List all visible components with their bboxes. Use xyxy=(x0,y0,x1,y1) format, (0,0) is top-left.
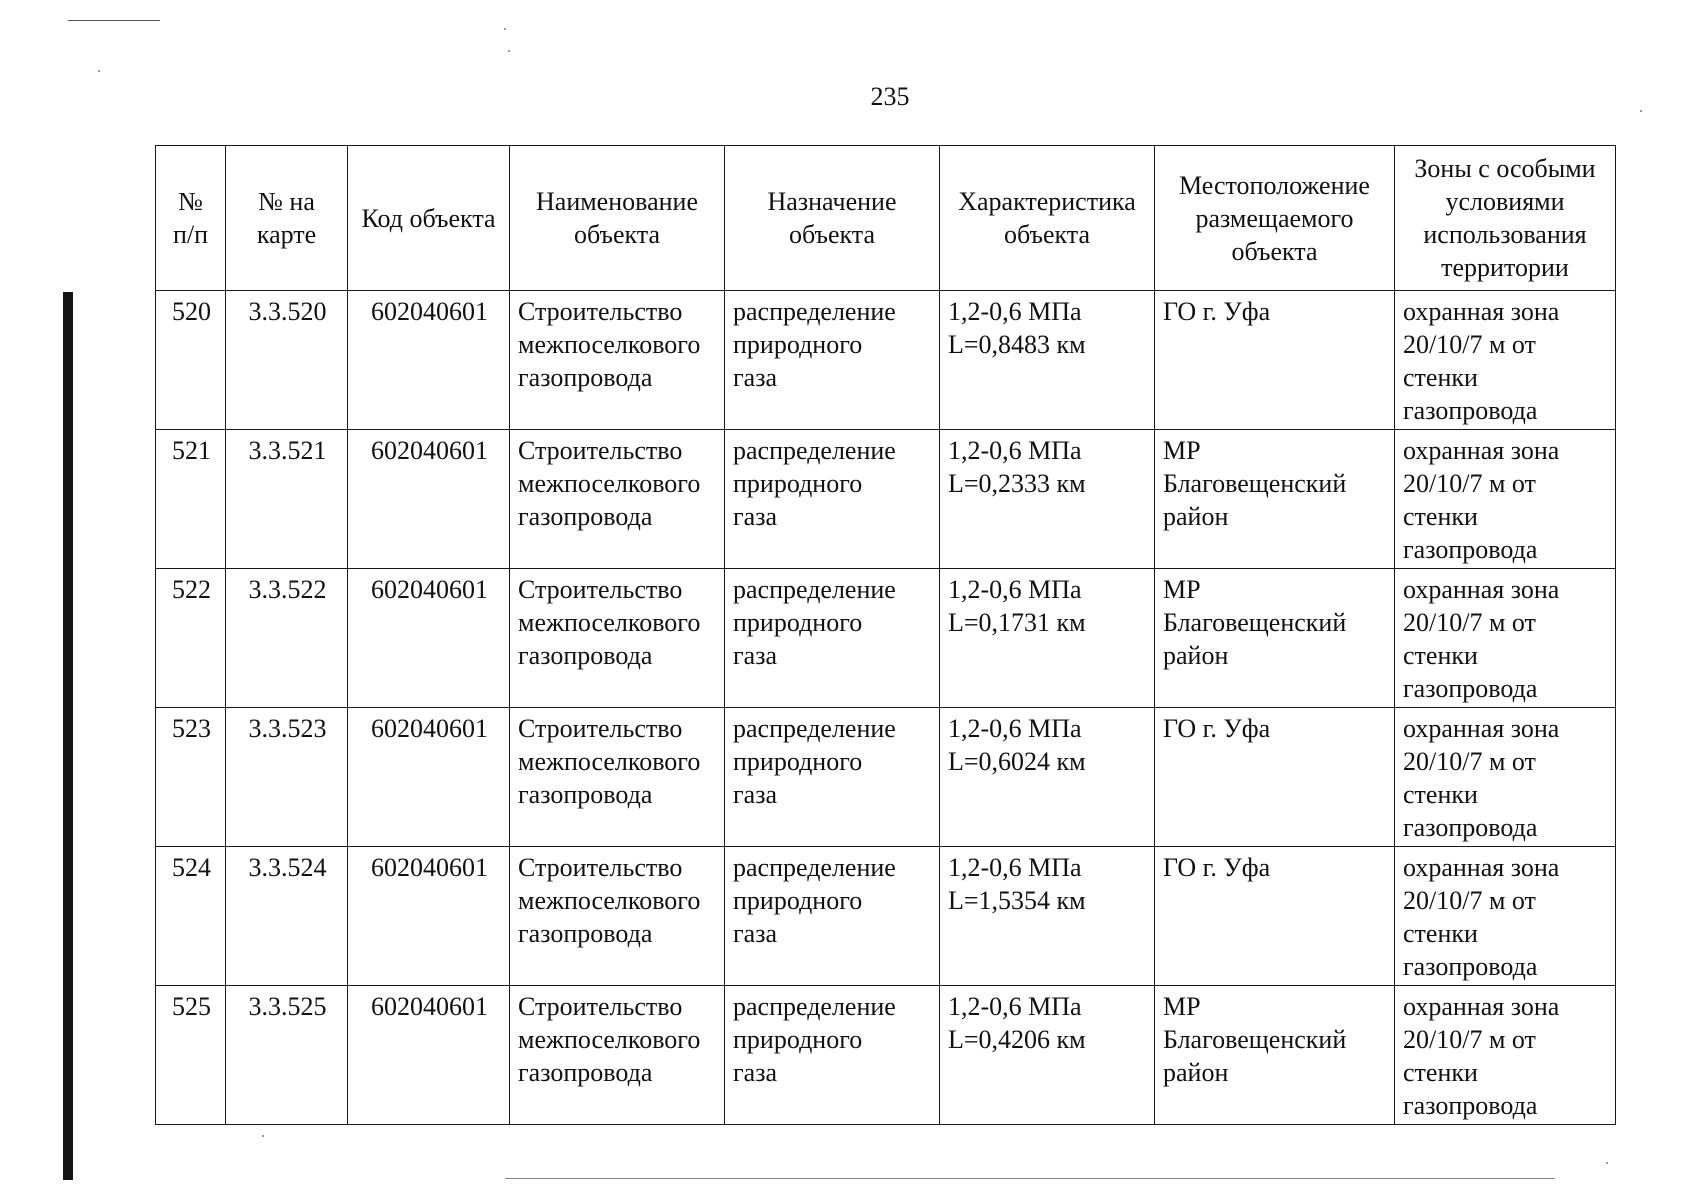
page-number: 235 xyxy=(870,82,910,111)
cell-object-characteristic: 1,2-0,6 МПа L=0,2333 км xyxy=(940,430,1155,569)
header-special-zones: Зоны с особыми условиями использования территории xyxy=(1395,146,1616,291)
cell-object-purpose: распределение природного газа xyxy=(725,291,940,430)
cell-object-code: 602040601 xyxy=(348,986,510,1125)
cell-special-zone: охранная зона 20/10/7 м от стенки газопровода xyxy=(1395,291,1616,430)
cell-object-code: 602040601 xyxy=(348,847,510,986)
cell-object-purpose: распределение природного газа xyxy=(725,986,940,1125)
cell-map-number: 3.3.522 xyxy=(226,569,348,708)
header-map-number: № на карте xyxy=(226,146,348,291)
cell-object-characteristic: 1,2-0,6 МПа L=0,1731 км xyxy=(940,569,1155,708)
cell-row-number: 525 xyxy=(156,986,226,1125)
cell-object-purpose: распределение природного газа xyxy=(725,569,940,708)
cell-special-zone: охранная зона 20/10/7 м от стенки газопровода xyxy=(1395,708,1616,847)
cell-object-location: МР Благовещенский район xyxy=(1155,986,1395,1125)
cell-row-number: 522 xyxy=(156,569,226,708)
cell-object-code: 602040601 xyxy=(348,569,510,708)
scan-speck xyxy=(98,70,100,72)
cell-object-location: МР Благовещенский район xyxy=(1155,569,1395,708)
table-row xyxy=(156,847,1616,986)
header-object-name: Наименование объекта xyxy=(510,146,725,291)
cell-special-zone: охранная зона 20/10/7 м от стенки газопровода xyxy=(1395,430,1616,569)
cell-row-number: 521 xyxy=(156,430,226,569)
cell-object-location: МР Благовещенский район xyxy=(1155,430,1395,569)
scan-speck xyxy=(508,50,510,52)
cell-object-name: Строительство межпоселкового газопровода xyxy=(510,291,725,430)
table-row xyxy=(156,291,1616,430)
cell-special-zone: охранная зона 20/10/7 м от стенки газопровода xyxy=(1395,847,1616,986)
table-row xyxy=(156,430,1616,569)
objects-table xyxy=(155,145,1616,1125)
cell-object-characteristic: 1,2-0,6 МПа L=1,5354 км xyxy=(940,847,1155,986)
cell-object-name: Строительство межпоселкового газопровода xyxy=(510,430,725,569)
scan-artifact-bottom-line xyxy=(505,1178,1555,1179)
cell-object-characteristic: 1,2-0,6 МПа L=0,6024 км xyxy=(940,708,1155,847)
cell-map-number: 3.3.523 xyxy=(226,708,348,847)
cell-object-name: Строительство межпоселкового газопровода xyxy=(510,708,725,847)
cell-special-zone: охранная зона 20/10/7 м от стенки газопровода xyxy=(1395,569,1616,708)
cell-map-number: 3.3.524 xyxy=(226,847,348,986)
scan-artifact-left-bar xyxy=(63,292,73,1180)
cell-object-characteristic: 1,2-0,6 МПа L=0,4206 км xyxy=(940,986,1155,1125)
cell-row-number: 524 xyxy=(156,847,226,986)
header-row-number: № п/п xyxy=(156,146,226,291)
cell-map-number: 3.3.525 xyxy=(226,986,348,1125)
cell-map-number: 3.3.521 xyxy=(226,430,348,569)
cell-object-code: 602040601 xyxy=(348,430,510,569)
cell-row-number: 523 xyxy=(156,708,226,847)
table-row xyxy=(156,708,1616,847)
cell-special-zone: охранная зона 20/10/7 м от стенки газопровода xyxy=(1395,986,1616,1125)
cell-object-location: ГО г. Уфа xyxy=(1155,291,1395,430)
cell-object-characteristic: 1,2-0,6 МПа L=0,8483 км xyxy=(940,291,1155,430)
scan-speck xyxy=(1606,1162,1608,1164)
cell-object-location: ГО г. Уфа xyxy=(1155,847,1395,986)
table-header-row xyxy=(156,146,1616,291)
cell-map-number: 3.3.520 xyxy=(226,291,348,430)
header-object-code: Код объекта xyxy=(348,146,510,291)
table-row xyxy=(156,569,1616,708)
cell-row-number: 520 xyxy=(156,291,226,430)
cell-object-purpose: распределение природного газа xyxy=(725,430,940,569)
cell-object-purpose: распределение природного газа xyxy=(725,847,940,986)
cell-object-name: Строительство межпоселкового газопровода xyxy=(510,569,725,708)
header-object-location: Местоположение размещаемого объекта xyxy=(1155,146,1395,291)
cell-object-purpose: распределение природного газа xyxy=(725,708,940,847)
header-object-purpose: Назначение объекта xyxy=(725,146,940,291)
cell-object-code: 602040601 xyxy=(348,291,510,430)
table-row xyxy=(156,986,1616,1125)
cell-object-code: 602040601 xyxy=(348,708,510,847)
cell-object-location: ГО г. Уфа xyxy=(1155,708,1395,847)
scan-speck xyxy=(504,28,506,30)
scan-artifact-top-line xyxy=(68,20,160,21)
cell-object-name: Строительство межпоселкового газопровода xyxy=(510,986,725,1125)
header-object-characteristic: Характеристика объекта xyxy=(940,146,1155,291)
scan-speck xyxy=(262,1135,264,1137)
cell-object-name: Строительство межпоселкового газопровода xyxy=(510,847,725,986)
